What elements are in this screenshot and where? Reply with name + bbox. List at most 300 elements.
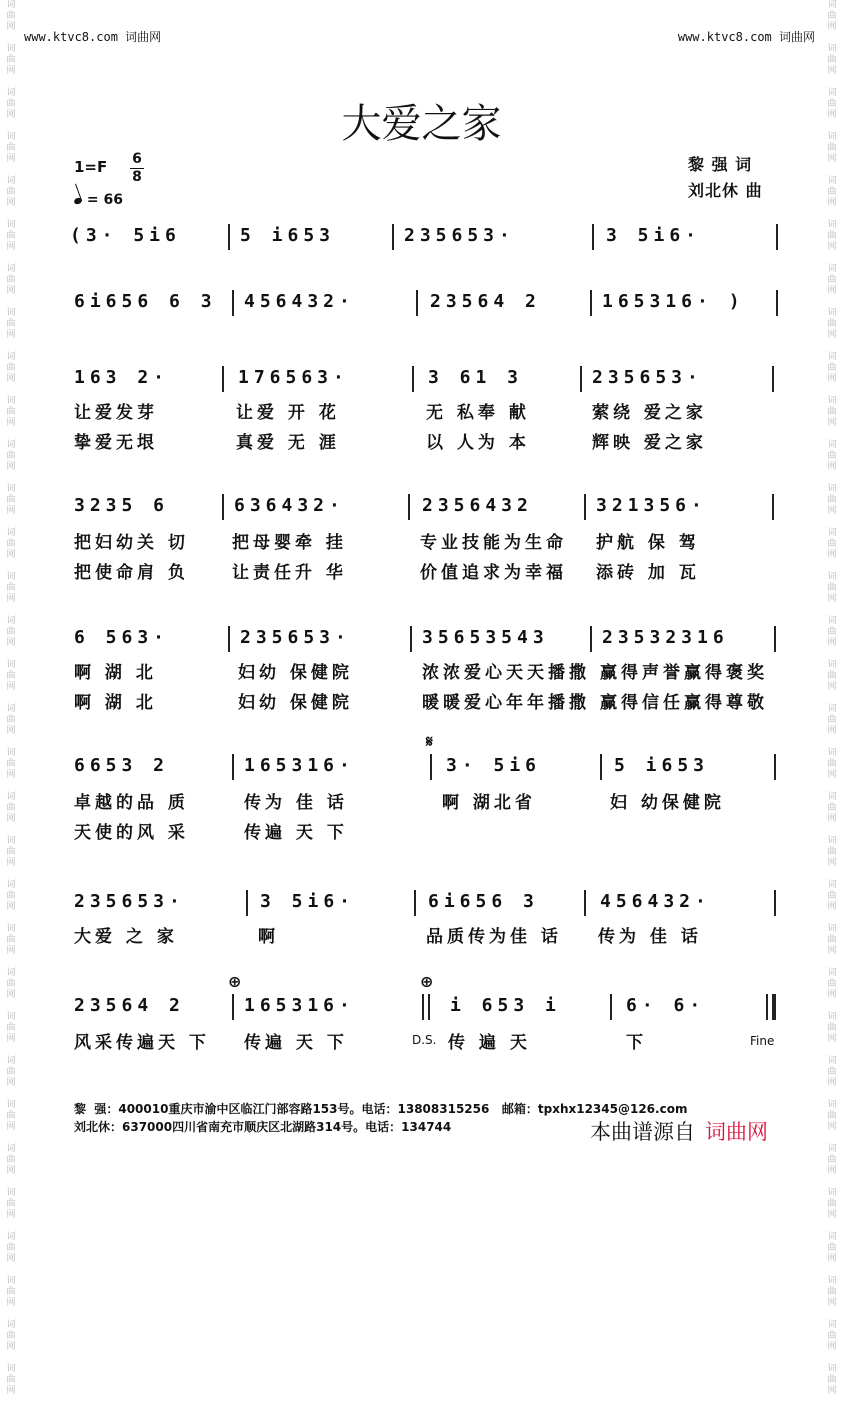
watermark-char: 曲 [6, 1243, 16, 1253]
watermark-gap [831, 77, 834, 88]
watermark-char: 曲 [827, 1243, 837, 1253]
score-row-7 [70, 890, 780, 920]
watermark-gap [10, 1265, 13, 1276]
watermark-gap [10, 209, 13, 220]
watermark-gap [831, 341, 834, 352]
watermark-char: 网 [827, 990, 837, 1000]
watermark-gap [831, 693, 834, 704]
watermark-char: 曲 [6, 539, 16, 549]
watermark-char: 词 [827, 616, 837, 626]
measure: 2356432 [422, 495, 533, 516]
lyric: 赢得信任赢得尊敬 [600, 693, 768, 713]
footer-contact-lyricist: 黎 强：400010重庆市渝中区临江门部容路153号。电话：13808315256 邮箱：tpxhx12345@126.com [74, 1102, 688, 1116]
watermark-gap [831, 1133, 834, 1144]
watermark-char: 曲 [6, 1067, 16, 1077]
lyrics-row-3-verse-1 [70, 398, 780, 422]
lyric: 传遍 天 下 [244, 823, 348, 843]
site-url-right[interactable]: www.ktvc8.com 词曲网 [677, 30, 815, 44]
watermark-gap [10, 869, 13, 880]
bar-line [590, 290, 592, 316]
watermark-char: 曲 [827, 1331, 837, 1341]
bar-line [776, 224, 778, 250]
watermark-gap [10, 1089, 13, 1100]
time-signature [130, 152, 144, 185]
measure: 35653543 [422, 627, 549, 648]
watermark-char: 网 [6, 330, 16, 340]
watermark-gap [831, 913, 834, 924]
lyric: 把使命肩 负 [74, 563, 189, 583]
watermark-char: 词 [6, 396, 16, 406]
watermark-gap [10, 473, 13, 484]
watermark-char: 网 [6, 594, 16, 604]
watermark-char: 词 [6, 1012, 16, 1022]
right-watermark-strip [821, 0, 843, 1396]
measure: 321356· [596, 495, 707, 516]
watermark-char: 曲 [6, 847, 16, 857]
bar-line [584, 890, 586, 916]
watermark-char: 曲 [6, 55, 16, 65]
watermark-char: 词 [827, 352, 837, 362]
watermark-char: 网 [827, 198, 837, 208]
watermark-char: 曲 [6, 891, 16, 901]
tempo-marking [74, 192, 123, 208]
watermark-char: 曲 [6, 451, 16, 461]
watermark-char: 网 [6, 858, 16, 868]
lyrics-row-3-verse-2 [70, 428, 780, 452]
watermark-gap [831, 165, 834, 176]
watermark-gap [10, 957, 13, 968]
watermark-char: 词 [6, 484, 16, 494]
lyric: 品质传为佳 话 [426, 927, 562, 947]
watermark-char: 曲 [6, 803, 16, 813]
watermark-char: 词 [827, 1276, 837, 1286]
measure: 456432· [600, 891, 711, 912]
source-site-link[interactable]: 词曲网 [705, 1120, 768, 1144]
watermark-char: 词 [827, 528, 837, 538]
watermark-char: 词 [827, 308, 837, 318]
watermark-gap [10, 33, 13, 44]
watermark-char: 网 [827, 22, 837, 32]
watermark-char: 网 [827, 814, 837, 824]
lyric: 把母婴牵 挂 [232, 533, 347, 553]
watermark-char: 网 [827, 1166, 837, 1176]
lyrics-row-6-verse-2 [70, 818, 780, 842]
measure: 165316· [244, 995, 355, 1016]
watermark-char: 曲 [827, 803, 837, 813]
measure: 3 5i6· [260, 891, 356, 912]
watermark-gap [10, 165, 13, 176]
watermark-char: 网 [827, 770, 837, 780]
bar-line [580, 366, 582, 392]
lyric: 妇幼 保健院 [238, 663, 353, 683]
watermark-char: 曲 [827, 319, 837, 329]
watermark-char: 词 [6, 792, 16, 802]
lyric: 啊 [258, 927, 279, 947]
lyric: 无 私奉 献 [426, 403, 530, 423]
measure: 3· 5i6 [446, 755, 542, 776]
lyric: 护航 保 驾 [596, 533, 700, 553]
segno-sign: 𝄋 [426, 732, 433, 751]
watermark-gap [10, 649, 13, 660]
lyric: 辉映 爱之家 [592, 433, 707, 453]
bar-line [600, 754, 602, 780]
score-row-5 [70, 626, 780, 656]
watermark-char: 网 [827, 1298, 837, 1308]
watermark-char: 网 [827, 682, 837, 692]
watermark-gap [10, 1221, 13, 1232]
watermark-char: 词 [6, 264, 16, 274]
watermark-char: 词 [827, 968, 837, 978]
bar-line [610, 994, 612, 1020]
watermark-char: 网 [827, 66, 837, 76]
coda-sign: ⊕ [228, 972, 242, 991]
watermark-char: 网 [6, 1078, 16, 1088]
watermark-char: 网 [6, 66, 16, 76]
watermark-char: 网 [827, 1034, 837, 1044]
watermark-char: 网 [827, 374, 837, 384]
watermark-char: 网 [6, 1122, 16, 1132]
watermark-char: 曲 [6, 935, 16, 945]
bar-line [414, 890, 416, 916]
watermark-char: 网 [6, 1254, 16, 1264]
watermark-char: 曲 [827, 671, 837, 681]
watermark-char: 网 [6, 154, 16, 164]
bar-line [408, 494, 410, 520]
bar-line [222, 494, 224, 520]
watermark-char: 词 [827, 1100, 837, 1110]
watermark-char: 网 [827, 154, 837, 164]
watermark-char: 词 [6, 0, 16, 10]
lyrics-row-6-verse-1 [70, 788, 780, 812]
watermark-char: 词 [6, 836, 16, 846]
watermark-char: 网 [6, 286, 16, 296]
watermark-char: 词 [6, 220, 16, 230]
source-credit [590, 1116, 768, 1146]
watermark-char: 网 [6, 990, 16, 1000]
lyric: 妇幼 保健院 [238, 693, 353, 713]
watermark-gap [10, 1309, 13, 1320]
watermark-char: 网 [6, 1342, 16, 1352]
watermark-gap [10, 737, 13, 748]
lyric: 卓越的品 质 [74, 793, 189, 813]
measure: 636432· [234, 495, 345, 516]
watermark-char: 曲 [6, 99, 16, 109]
watermark-char: 词 [827, 748, 837, 758]
watermark-char: 词 [827, 572, 837, 582]
watermark-char: 曲 [6, 143, 16, 153]
lyricist-credit: 黎 强 词 [688, 155, 753, 174]
watermark-gap [831, 737, 834, 748]
measure: 23532316 [602, 627, 729, 648]
watermark-gap [831, 253, 834, 264]
watermark-gap [10, 913, 13, 924]
watermark-char: 网 [6, 726, 16, 736]
watermark-char: 网 [827, 330, 837, 340]
measure: 6i656 3 [428, 891, 539, 912]
watermark-char: 词 [6, 1056, 16, 1066]
watermark-char: 曲 [6, 495, 16, 505]
bar-line [416, 290, 418, 316]
watermark-char: 曲 [6, 1331, 16, 1341]
watermark-gap [831, 429, 834, 440]
lyrics-row-7 [70, 922, 780, 946]
watermark-char: 词 [6, 748, 16, 758]
watermark-char: 曲 [827, 627, 837, 637]
coda-sign: ⊕ [420, 972, 434, 991]
watermark-char: 词 [6, 1144, 16, 1154]
lyric: 暖暖爱心年年播撒 [422, 693, 590, 713]
watermark-gap [831, 1089, 834, 1100]
bar-line [774, 890, 776, 916]
lyric: 浓浓爱心天天播撒 [422, 663, 590, 683]
bar-line [592, 224, 594, 250]
watermark-char: 网 [827, 506, 837, 516]
watermark-char: 曲 [6, 715, 16, 725]
watermark-char: 曲 [827, 495, 837, 505]
watermark-char: 词 [827, 132, 837, 142]
watermark-gap [831, 649, 834, 660]
watermark-char: 词 [6, 924, 16, 934]
left-watermark-strip [0, 0, 22, 1396]
watermark-gap [10, 561, 13, 572]
watermark-char: 网 [827, 286, 837, 296]
lyrics-row-4-verse-1 [70, 528, 780, 552]
measure: 5 i653 [240, 225, 336, 246]
song-title: 大爱之家 [341, 101, 502, 147]
watermark-gap [831, 1309, 834, 1320]
watermark-char: 曲 [827, 99, 837, 109]
watermark-char: 词 [6, 1320, 16, 1330]
quarter-note-icon [73, 197, 83, 205]
watermark-gap [10, 1133, 13, 1144]
watermark-char: 曲 [827, 11, 837, 21]
watermark-gap [10, 781, 13, 792]
watermark-gap [831, 297, 834, 308]
watermark-char: 网 [6, 814, 16, 824]
watermark-gap [10, 693, 13, 704]
measure: i 653 i [450, 995, 561, 1016]
watermark-char: 网 [6, 506, 16, 516]
measure: 235653· [404, 225, 515, 246]
watermark-char: 曲 [827, 55, 837, 65]
watermark-char: 曲 [6, 1375, 16, 1385]
bar-line [392, 224, 394, 250]
key-signature: 1=F [74, 158, 108, 176]
score-row-2 [70, 290, 780, 320]
measure: 3 5i6· [606, 225, 702, 246]
watermark-char: 网 [827, 462, 837, 472]
watermark-gap [10, 605, 13, 616]
score-row-1 [70, 224, 780, 254]
watermark-gap [10, 1001, 13, 1012]
watermark-char: 网 [827, 594, 837, 604]
watermark-char: 曲 [6, 363, 16, 373]
watermark-gap [10, 253, 13, 264]
watermark-char: 词 [827, 1320, 837, 1330]
watermark-char: 网 [6, 374, 16, 384]
watermark-char: 网 [827, 726, 837, 736]
watermark-char: 曲 [827, 759, 837, 769]
watermark-char: 网 [6, 550, 16, 560]
watermark-char: 网 [6, 198, 16, 208]
watermark-char: 曲 [6, 759, 16, 769]
watermark-char: 词 [6, 616, 16, 626]
watermark-char: 词 [827, 660, 837, 670]
watermark-char: 曲 [6, 1111, 16, 1121]
measure: 6 563· [74, 627, 170, 648]
watermark-char: 曲 [827, 847, 837, 857]
watermark-char: 曲 [827, 1111, 837, 1121]
watermark-char: 词 [827, 1056, 837, 1066]
watermark-char: 词 [827, 924, 837, 934]
watermark-char: 网 [827, 858, 837, 868]
watermark-char: 曲 [6, 583, 16, 593]
measure: 176563· [238, 367, 349, 388]
watermark-char: 曲 [6, 11, 16, 21]
watermark-char: 词 [827, 0, 837, 10]
watermark-char: 词 [827, 836, 837, 846]
watermark-char: 词 [6, 308, 16, 318]
measure: 235653· [592, 367, 703, 388]
watermark-char: 网 [6, 770, 16, 780]
measure: 235653· [74, 891, 185, 912]
watermark-gap [10, 1353, 13, 1364]
lyrics-row-5-verse-2 [70, 688, 780, 712]
watermark-char: 词 [827, 792, 837, 802]
watermark-char: 曲 [827, 363, 837, 373]
watermark-gap [831, 957, 834, 968]
bar-line [412, 366, 414, 392]
lyric: 以 人为 本 [426, 433, 530, 453]
watermark-char: 词 [827, 1188, 837, 1198]
watermark-char: 词 [6, 968, 16, 978]
watermark-char: 词 [827, 704, 837, 714]
watermark-char: 曲 [6, 1199, 16, 1209]
lyric: 大爱 之 家 [74, 927, 178, 947]
watermark-char: 词 [6, 1100, 16, 1110]
watermark-char: 曲 [827, 1067, 837, 1077]
watermark-char: 词 [827, 880, 837, 890]
watermark-char: 曲 [6, 319, 16, 329]
watermark-gap [10, 385, 13, 396]
watermark-char: 网 [827, 1210, 837, 1220]
watermark-char: 曲 [827, 583, 837, 593]
watermark-char: 词 [827, 396, 837, 406]
watermark-char: 曲 [6, 407, 16, 417]
lyric: 赢得声誉赢得褒奖 [600, 663, 768, 683]
watermark-gap [831, 781, 834, 792]
site-url-left[interactable]: www.ktvc8.com 词曲网 [24, 30, 162, 44]
bar-line [428, 994, 430, 1020]
watermark-char: 曲 [827, 1199, 837, 1209]
watermark-char: 网 [827, 418, 837, 428]
score-row-4 [70, 494, 780, 524]
lyrics-row-5-verse-1 [70, 658, 780, 682]
watermark-char: 曲 [827, 407, 837, 417]
watermark-char: 曲 [827, 451, 837, 461]
watermark-char: 网 [6, 946, 16, 956]
lyric: 让责任升 华 [232, 563, 347, 583]
watermark-char: 词 [6, 880, 16, 890]
watermark-gap [831, 1045, 834, 1056]
watermark-char: 网 [827, 242, 837, 252]
watermark-char: 词 [827, 1144, 837, 1154]
watermark-char: 曲 [6, 275, 16, 285]
watermark-gap [831, 517, 834, 528]
watermark-char: 曲 [6, 1023, 16, 1033]
bar-line [776, 290, 778, 316]
lyric: 传 遍 天 [448, 1033, 531, 1053]
watermark-gap [10, 825, 13, 836]
watermark-gap [831, 1221, 834, 1232]
watermark-char: 曲 [6, 1287, 16, 1297]
lyric: 添砖 加 瓦 [596, 563, 700, 583]
bar-line [222, 366, 224, 392]
watermark-char: 词 [6, 132, 16, 142]
watermark-gap [831, 1265, 834, 1276]
watermark-char: 词 [827, 1012, 837, 1022]
watermark-char: 曲 [827, 143, 837, 153]
score-row-6 [70, 754, 780, 784]
watermark-gap [10, 341, 13, 352]
watermark-char: 词 [6, 660, 16, 670]
watermark-char: 词 [6, 44, 16, 54]
watermark-char: 曲 [827, 891, 837, 901]
watermark-gap [10, 517, 13, 528]
bar-line [774, 754, 776, 780]
watermark-char: 曲 [827, 187, 837, 197]
measure: 23564 2 [74, 995, 185, 1016]
watermark-char: 网 [827, 638, 837, 648]
watermark-char: 网 [827, 946, 837, 956]
watermark-char: 曲 [6, 231, 16, 241]
bar-line [772, 366, 774, 392]
score-row-8 [70, 994, 780, 1024]
bar-line [430, 754, 432, 780]
watermark-char: 曲 [827, 979, 837, 989]
watermark-char: 曲 [827, 275, 837, 285]
lyric: 让爱发芽 [74, 403, 158, 423]
watermark-gap [831, 1177, 834, 1188]
ds-marking: D.S. [412, 1033, 437, 1047]
time-signature-bottom: 8 [132, 169, 142, 185]
tempo-value: = 66 [86, 192, 123, 208]
score-row-3 [70, 366, 780, 396]
lyric: 啊 湖北省 [442, 793, 536, 813]
watermark-gap [831, 561, 834, 572]
fine-marking: Fine [750, 1034, 775, 1048]
lyric: 传遍 天 下 [244, 1033, 348, 1053]
lyric: 真爱 无 涯 [236, 433, 340, 453]
watermark-char: 曲 [827, 1287, 837, 1297]
watermark-char: 曲 [827, 1155, 837, 1165]
watermark-char: 网 [6, 1386, 16, 1396]
watermark-char: 曲 [6, 979, 16, 989]
watermark-gap [10, 1045, 13, 1056]
lyric: 挚爱无垠 [74, 433, 158, 453]
bar-line [410, 626, 412, 652]
watermark-char: 词 [6, 1188, 16, 1198]
measure: 163 2· [74, 367, 170, 388]
bar-line [774, 626, 776, 652]
bar-line [766, 994, 768, 1020]
watermark-char: 词 [827, 220, 837, 230]
watermark-char: 词 [827, 1364, 837, 1374]
lyric: 专业技能为生命 [420, 533, 567, 553]
watermark-char: 网 [6, 418, 16, 428]
time-signature-top: 6 [132, 151, 142, 167]
watermark-char: 曲 [827, 1375, 837, 1385]
